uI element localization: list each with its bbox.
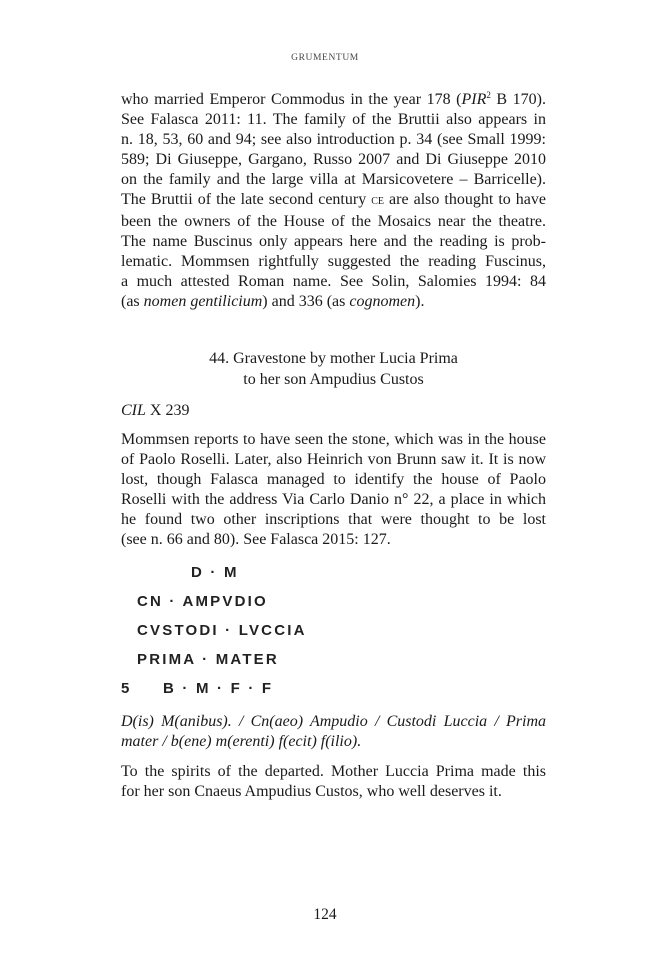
text-line: mater / b(ene) m(erenti) f(ecit) f(ilio). xyxy=(121,733,362,751)
text-line: The name Buscinus only appears here and the reading is prob- xyxy=(121,232,546,250)
inscription-line-1: D · M xyxy=(191,564,239,581)
text-line: a much attested Roman name. See Solin, Salomies 1994: 84 xyxy=(121,272,546,290)
transliteration xyxy=(121,712,546,752)
text-line: on the family and the large villa at Marsicovetere – Barricelle). xyxy=(121,171,546,189)
text-span: B 170). xyxy=(490,91,546,108)
inscription-line-3: CVSTODI · LVCCIA xyxy=(137,622,307,639)
text-line: lost, though Falasca managed to identify the house of Paolo xyxy=(121,471,546,489)
text-line xyxy=(121,90,546,110)
text-line: been the owners of the House of the Mosaics near the theatre. xyxy=(121,212,546,230)
text-line: See Falasca 2011: 11. The family of the Bruttii also appears in xyxy=(121,111,546,129)
inscription-line-2: CN · AMPVDIO xyxy=(137,593,268,610)
text-span: who married Emperor Commodus in the year 178 ( xyxy=(121,91,462,108)
heading-line-1: 44. Gravestone by mother Lucia Prima xyxy=(209,350,458,367)
inscription-line-5: B · M · F · F xyxy=(163,680,274,697)
text-span: The Bruttii of the late second century xyxy=(121,191,372,209)
page-number: 124 xyxy=(313,906,337,923)
text-line: Roselli with the address Via Carlo Danio n° 22, a place in which xyxy=(121,491,546,509)
italic-term: cognomen xyxy=(349,292,416,310)
text-span: ). xyxy=(415,292,425,310)
pir-abbrev: PIR xyxy=(461,91,487,108)
text-line xyxy=(121,292,546,312)
translation xyxy=(121,762,546,802)
section-heading xyxy=(121,349,546,390)
text-line: of Paolo Roselli. Later, also Heinrich von Brunn saw it. It is now xyxy=(121,451,546,469)
text-span: ) and 336 (as xyxy=(262,292,350,310)
text-line: for her son Cnaeus Ampudius Custos, who well deserves it. xyxy=(121,783,502,801)
commentary-paragraph xyxy=(121,90,546,312)
text-span: (as xyxy=(121,292,144,310)
text-line xyxy=(121,190,546,211)
cil-label: CIL xyxy=(121,402,146,419)
text-span: are also thought to have xyxy=(384,191,547,209)
running-head: GRUMENTUM xyxy=(291,53,359,63)
text-line: he found two other inscriptions that were thought to be lost xyxy=(121,511,546,529)
italic-term: nomen gentilicium xyxy=(143,292,263,310)
inscription-line-number: 5 xyxy=(121,680,132,697)
superscript: 2 xyxy=(486,90,491,100)
cil-number: X 239 xyxy=(145,402,190,419)
inscription-line-4: PRIMA · MATER xyxy=(137,651,279,668)
inscription-transcription xyxy=(121,560,421,700)
era-abbrev: ce xyxy=(371,193,385,209)
text-line: D(is) M(anibus). / Cn(aeo) Ampudio / Custodi Luccia / Prima xyxy=(121,713,546,730)
text-line: To the spirits of the departed. Mother Luccia Prima made this xyxy=(121,763,546,780)
cil-reference xyxy=(121,402,189,420)
text-line: (see n. 66 and 80). See Falasca 2015: 127. xyxy=(121,531,391,549)
text-line: Mommsen reports to have seen the stone, which was in the house xyxy=(121,431,546,448)
heading-line-2: to her son Ampudius Custos xyxy=(243,370,424,388)
text-line: lematic. Mommsen rightfully suggested the reading Fuscinus, xyxy=(121,252,546,270)
text-line: 589; Di Giuseppe, Gargano, Russo 2007 and Di Giuseppe 2010 xyxy=(121,151,546,169)
text-line: n. 18, 53, 60 and 94; see also introduction p. 34 (see Small 1999: xyxy=(121,131,546,149)
description-paragraph xyxy=(121,430,546,551)
